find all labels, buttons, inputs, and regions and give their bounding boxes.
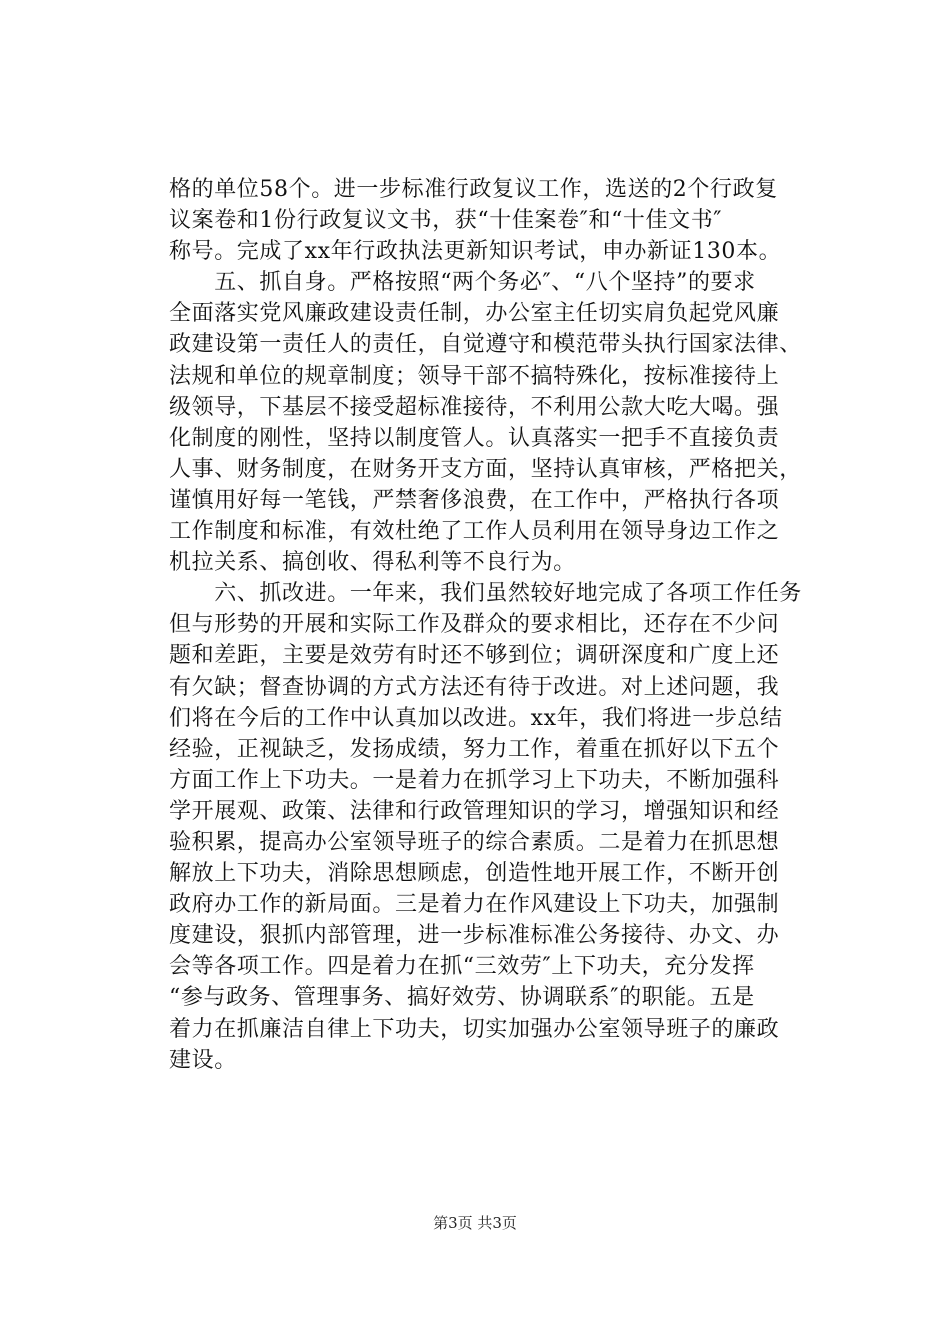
text-line: 方面工作上下功夫。一是着力在抓学习上下功夫，不断加强科 [169, 767, 780, 793]
text-line: 法规和单位的规章制度；领导干部不搞特殊化，按标准接待上 [169, 363, 780, 389]
text-line: 议案卷和1份行政复议文书，获“十佳案卷″和“十佳文书″ [169, 208, 723, 234]
text-line: 题和差距，主要是效劳有时还不够到位；调研深度和广度上还 [169, 643, 780, 669]
text-line: 度建设，狠抓内部管理，进一步标准标准公务接待、办文、办 [169, 923, 780, 949]
text-line: “参与政务、管理事务、搞好效劳、协调联系″的职能。五是 [169, 985, 755, 1011]
page-footer [0, 1213, 950, 1233]
text-line: 解放上下功夫，消除思想顾虑，创造性地开展工作，不断开创 [169, 861, 780, 887]
text-line: 政建设第一责任人的责任，自觉遵守和模范带头执行国家法律、 [169, 332, 802, 358]
text-line: 六、抓改进。一年来，我们虽然较好地完成了各项工作任务 [169, 581, 802, 607]
text-line: 全面落实党风廉政建设责任制，办公室主任切实肩负起党风廉 [169, 301, 780, 327]
text-line: 格的单位58个。进一步标准行政复议工作，选送的2个行政复 [169, 177, 778, 202]
text-line: 化制度的刚性，坚持以制度管人。认真落实一把手不直接负责 [169, 425, 780, 451]
text-line: 工作制度和标准，有效杜绝了工作人员利用在领导身边工作之 [169, 519, 780, 545]
text-line: 们将在今后的工作中认真加以改进。xx年，我们将进一步总结 [169, 705, 783, 731]
text-line: 会等各项工作。四是着力在抓“三效劳″上下功夫，充分发挥 [169, 954, 755, 980]
text-line: 着力在抓廉洁自律上下功夫，切实加强办公室领导班子的廉政 [169, 1016, 780, 1042]
text-line: 谨慎用好每一笔钱，严禁奢侈浪费，在工作中，严格执行各项 [169, 487, 780, 513]
text-line: 机拉关系、搞创收、得私利等不良行为。 [169, 550, 576, 576]
text-line: 建设。 [169, 1047, 237, 1073]
text-line: 五、抓自身。严格按照“两个务必″、“八个坚持”的要求 [169, 270, 756, 296]
text-line: 政府办工作的新局面。三是着力在作风建设上下功夫，加强制 [169, 892, 780, 918]
text-line: 级领导，下基层不接受超标准接待，不利用公款大吃大喝。强 [169, 394, 780, 420]
text-line: 验积累，提高办公室领导班子的综合素质。二是着力在抓思想 [169, 829, 780, 855]
text-line: 称号。完成了xx年行政执法更新知识考试，申办新证130本。 [169, 239, 782, 265]
text-line: 人事、财务制度，在财务开支方面，坚持认真审核，严格把关， [169, 456, 802, 482]
text-line: 有欠缺；督查协调的方式方法还有待于改进。对上述问题，我 [169, 674, 780, 700]
page-number: 第3页 共3页 [433, 1214, 517, 1232]
text-line: 经验，正视缺乏，发扬成绩，努力工作，着重在抓好以下五个 [169, 736, 780, 762]
document-body [169, 174, 825, 1076]
text-line: 但与形势的开展和实际工作及群众的要求相比，还存在不少问 [169, 612, 780, 638]
text-line: 学开展观、政策、法律和行政管理知识的学习，增强知识和经 [169, 798, 780, 824]
